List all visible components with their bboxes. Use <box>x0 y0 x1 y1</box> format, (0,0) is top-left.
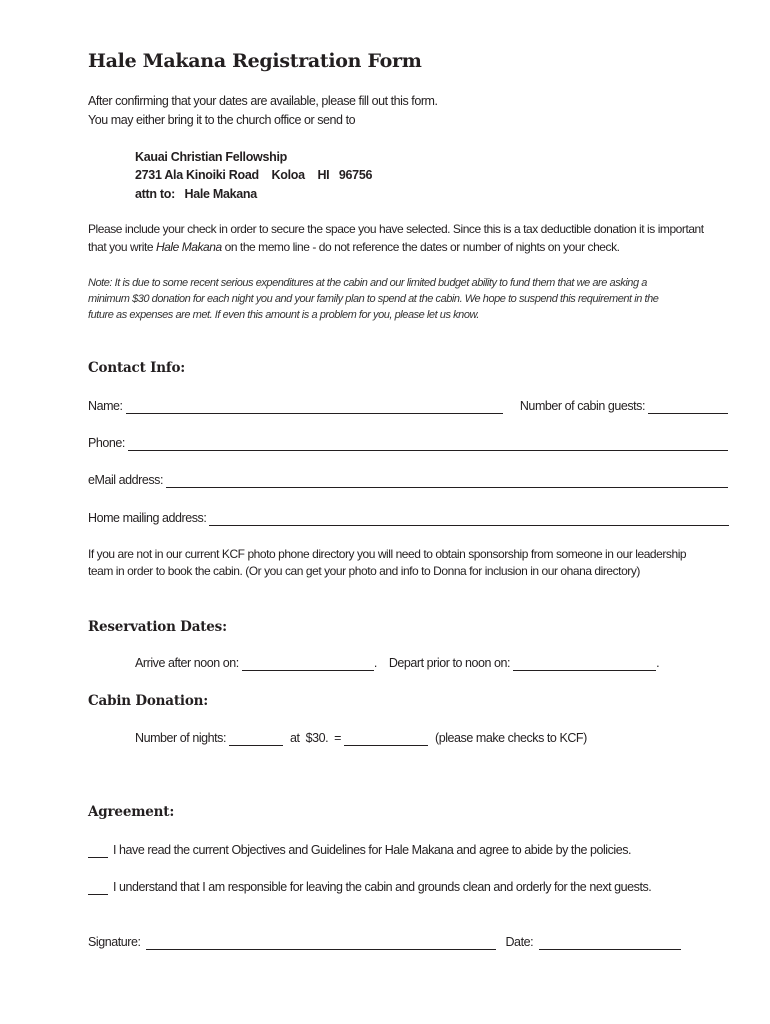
phone-label: Phone: <box>88 436 125 450</box>
donation-heading: Cabin Donation: <box>88 693 209 709</box>
page-title: Hale Makana Registration Form <box>88 50 422 72</box>
signature-row <box>88 934 684 950</box>
address-line: attn to: Hale Makana <box>135 187 257 201</box>
address-line: Kauai Christian Fellowship <box>135 150 287 164</box>
dates-row <box>135 655 659 671</box>
agreement-initial-field[interactable] <box>88 845 108 858</box>
depart-field[interactable] <box>513 658 656 671</box>
email-label: eMail address: <box>88 473 163 487</box>
arrive-label: Arrive after noon on: <box>135 656 239 670</box>
name-row <box>88 398 728 414</box>
check-note-line <box>88 239 620 255</box>
mailing-field[interactable] <box>209 513 729 526</box>
nights-field[interactable] <box>229 733 283 746</box>
sponsor-line: team in order to book the cabin. (Or you can get your photo and info to Donna for inclusion in our ohana directory) <box>88 564 640 578</box>
agreement-row <box>88 879 651 895</box>
arrive-field[interactable] <box>242 658 374 671</box>
signature-field[interactable] <box>146 937 496 950</box>
checks-note: (please make checks to KCF) <box>435 731 587 745</box>
note-line: future as expenses are met. If even this amount is a problem for you, please let us know. <box>88 309 480 321</box>
intro-line: You may either bring it to the church office or send to <box>88 113 356 127</box>
address-line: 2731 Ala Kinoiki Road Koloa HI 96756 <box>135 168 373 182</box>
date-field[interactable] <box>539 937 681 950</box>
period: . <box>373 656 377 670</box>
agreement-heading: Agreement: <box>88 804 175 820</box>
reservation-heading: Reservation Dates: <box>88 619 227 635</box>
mailing-row <box>88 510 729 526</box>
check-note-emphasis: Hale Makana <box>155 240 222 254</box>
signature-label: Signature: <box>88 935 141 949</box>
mailing-label: Home mailing address: <box>88 511 207 525</box>
contact-heading: Contact Info: <box>88 360 186 376</box>
rate-text: at $30. = <box>290 731 342 745</box>
check-note-text: that you write <box>88 240 156 254</box>
intro-line: After confirming that your dates are available, please fill out this form. <box>88 94 438 108</box>
total-field[interactable] <box>344 733 428 746</box>
check-note-line: Please include your check in order to secure the space you have selected. Since this is a tax deductible donation it is important <box>88 222 704 236</box>
donation-row <box>135 730 587 746</box>
email-field[interactable] <box>166 475 728 488</box>
period: . <box>656 656 660 670</box>
email-row <box>88 472 728 488</box>
note-line: minimum $30 donation for each night you and your family plan to spend at the cabin. We hope to suspend this requirement in the <box>88 293 659 305</box>
name-field[interactable] <box>126 401 503 414</box>
agreement-row <box>88 842 631 858</box>
sponsor-line: If you are not in our current KCF photo phone directory you will need to obtain sponsorship from someone in our leadership <box>88 547 687 561</box>
depart-label: Depart prior to noon on: <box>388 656 511 670</box>
check-note-text: on the memo line - do not reference the dates or number of nights on your check. <box>221 240 620 254</box>
agreement-text: I understand that I am responsible for leaving the cabin and grounds clean and orderly for the next guests. <box>113 880 652 894</box>
date-label: Date: <box>505 935 534 949</box>
phone-row <box>88 435 728 451</box>
phone-field[interactable] <box>128 438 728 451</box>
agreement-initial-field[interactable] <box>88 882 108 895</box>
guests-field[interactable] <box>648 401 728 414</box>
agreement-text: I have read the current Objectives and Guidelines for Hale Makana and agree to abide by the policies. <box>113 843 632 857</box>
guests-label: Number of cabin guests: <box>519 399 645 413</box>
nights-label: Number of nights: <box>135 731 227 745</box>
note-line: Note: It is due to some recent serious expenditures at the cabin and our limited budget ability to fund them that we are asking a <box>88 277 647 289</box>
name-label: Name: <box>88 399 123 413</box>
